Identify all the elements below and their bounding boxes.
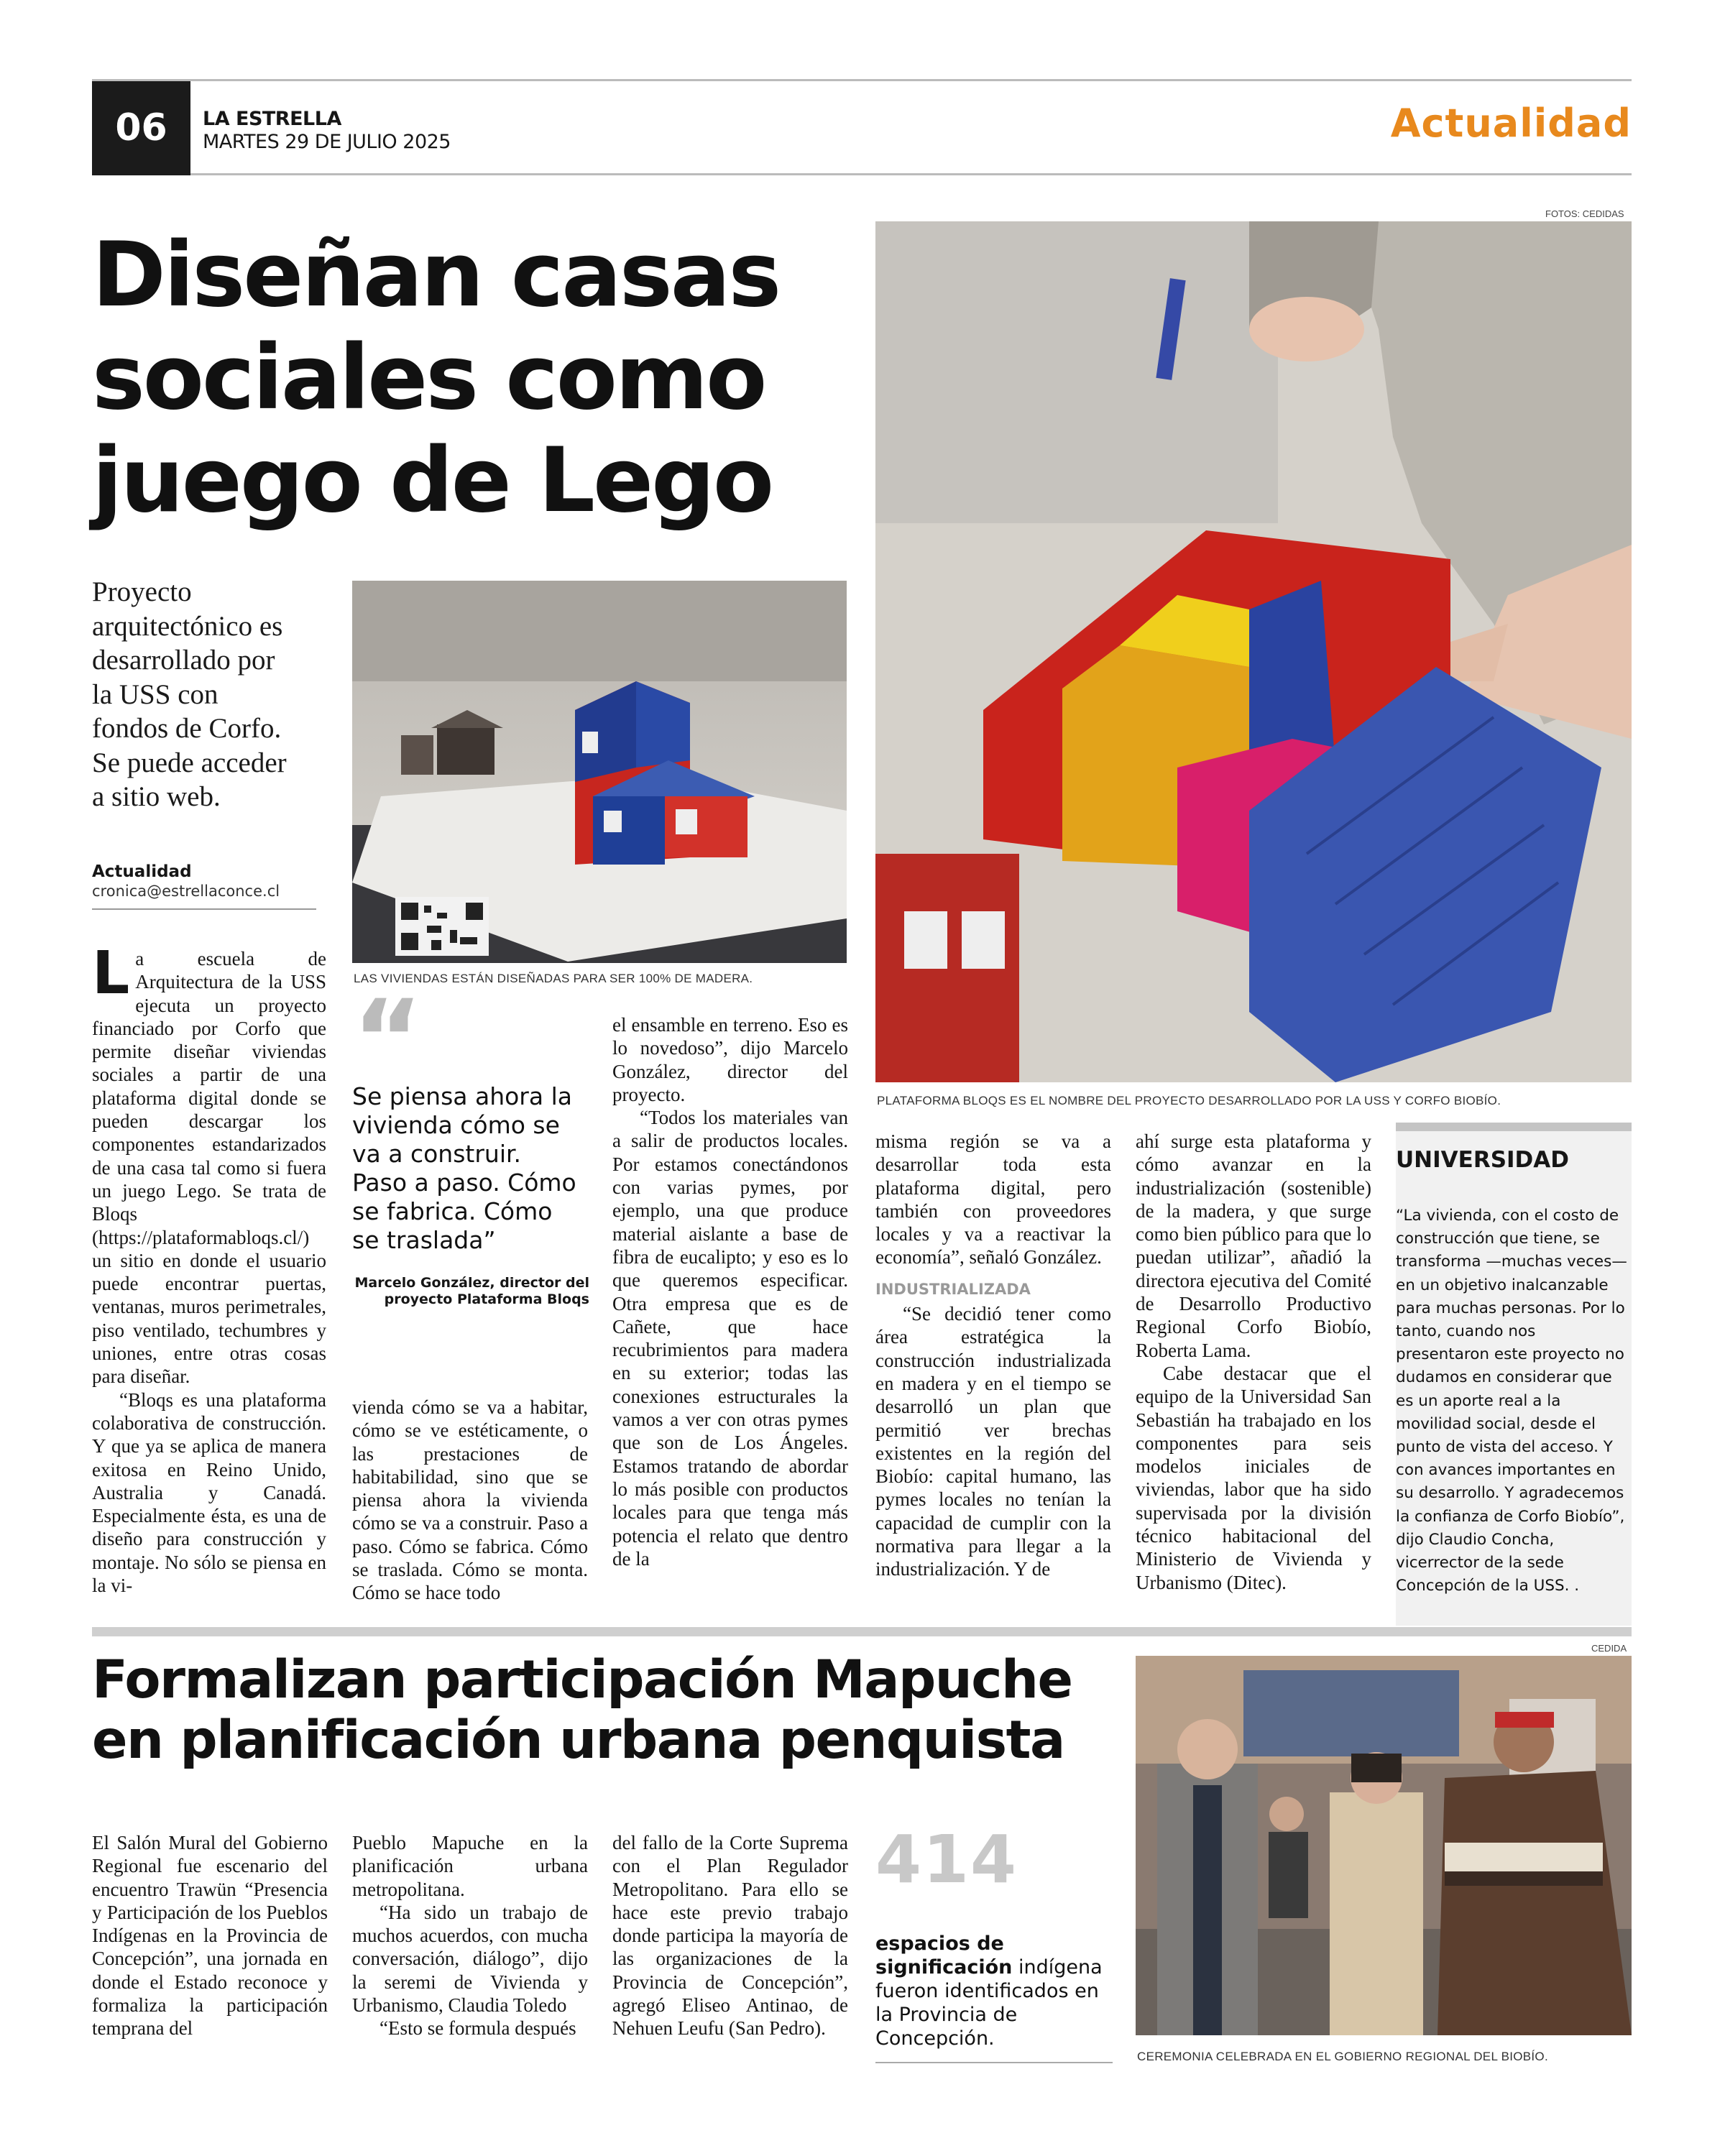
ceremony-illustration xyxy=(1136,1656,1632,2035)
article1-column-2 xyxy=(352,1396,588,1605)
deck-line: fondos de Corfo. xyxy=(92,713,282,744)
body-paragraph: del fallo de la Corte Suprema con el Plan Regulador Metropolitano. Para ello se hace este previo trabajo donde participa la mayoría de las organizaciones de la Provincia de Concepción”, agregó Eliseo Antinao, de Nehuen Leufu (San Pedro). xyxy=(612,1832,848,2040)
article2-column-3 xyxy=(612,1831,848,2040)
article1-column-5 xyxy=(1136,1130,1371,1594)
deck-line: Proyecto xyxy=(92,576,192,607)
quote-mark: “ xyxy=(352,977,423,1102)
pull-quote-line: Paso a paso. Cómo xyxy=(352,1169,576,1197)
body-paragraph: el ensamble en terreno. Eso es lo novedoso”, dijo Marcelo González, director del proyecto. xyxy=(612,1014,848,1105)
model-house-illustration xyxy=(352,581,847,963)
headline-line-1: Formalizan participación Mapuche xyxy=(92,1649,1072,1710)
photo-ceremony xyxy=(1136,1656,1632,2035)
page-header xyxy=(92,79,1632,175)
article-divider xyxy=(92,1627,1632,1636)
attribution-line: Marcelo González, director del xyxy=(354,1275,589,1291)
pull-quote-line: se traslada” xyxy=(352,1226,496,1254)
byline-section: Actualidad xyxy=(92,862,192,881)
stat-box xyxy=(875,1821,1113,2063)
body-paragraph: El Salón Mural del Gobierno Regional fue escenario del encuentro Trawün “Presencia y Participación de los Pueblos Indígenas en la Provincia de Concepción”, una jornada en donde el Estado reconoce y formaliza la participación temprana del xyxy=(92,1832,328,2040)
subhead: INDUSTRIALIZADA xyxy=(875,1280,1031,1298)
photo-credit-2: CEDIDA xyxy=(1591,1643,1627,1654)
headline-line-2: en planificación urbana penquista xyxy=(92,1710,1064,1771)
header-rule xyxy=(190,173,1632,175)
headline-line-3: juego de Lego xyxy=(92,429,773,533)
article1-deck xyxy=(92,575,336,814)
sidebar-box xyxy=(1396,1123,1632,1626)
article1-byline xyxy=(92,862,316,910)
stat-number: 414 xyxy=(875,1821,1018,1898)
page-number: 06 xyxy=(115,106,167,149)
stat-bold: espacios de significación xyxy=(875,1932,1013,1978)
stat-text: indígena fueron identificados en la Provincia de Concepción. xyxy=(875,1956,1103,2050)
headline-line-1: Diseñan casas xyxy=(92,224,780,327)
article2-column-1 xyxy=(92,1831,328,2040)
paper-name: LA ESTRELLA xyxy=(203,108,341,130)
photo-model-house xyxy=(352,581,847,963)
body-paragraph: “Todos los materiales van a salir de productos locales. Por estamos conectándonos con varias pymes, por ejemplo, una que produce material aislante a base de fibra de eucalipto; y eso es lo que queremos especificar. Otra empresa que es de Cañete, que hace recubrimientos para madera en su exterior; todas las conexiones estructurales la vamos a ver con otras pymes que son de Los Ángeles. Estamos tratando de abordar lo más posible con productos locales para que tenga más potencia el relato que dentro de la xyxy=(612,1107,848,1570)
sidebar-title: UNIVERSIDAD xyxy=(1396,1147,1570,1173)
stat-description xyxy=(875,1932,1113,2050)
top-rule xyxy=(92,79,1632,81)
deck-line: a sitio web. xyxy=(92,781,221,812)
issue-date: MARTES 29 DE JULIO 2025 xyxy=(203,131,451,153)
body-paragraph: “Esto se formula después xyxy=(380,2017,576,2040)
stat-rule xyxy=(875,2062,1113,2063)
pull-quote xyxy=(352,977,589,1308)
body-paragraph: ahí surge esta plataforma y cómo avanzar en la industrialización (sostenible) de la madera, y que surge como bien público para que lo puedan utilizar”, añadió la directora ejecutiva del Comité de Desarrollo Productivo Regional Corfo Biobío, Roberta Lama. xyxy=(1136,1130,1371,1361)
pull-quote-line: Se piensa ahora la xyxy=(352,1082,572,1110)
byline-rule xyxy=(92,908,316,910)
photo-hands-blocks xyxy=(875,221,1632,1082)
photo3-caption: CEREMONIA CELEBRADA EN EL GOBIERNO REGIONAL DEL BIOBÍO. xyxy=(1137,2050,1548,2063)
deck-line: arquitectónico es xyxy=(92,610,283,642)
article1-column-1 xyxy=(92,939,326,1597)
pull-quote-attribution xyxy=(352,1275,589,1308)
deck-line: desarrollado por xyxy=(92,645,275,676)
body-paragraph: “Se decidió tener como área estratégica la construcción industrializada en madera y en el tiempo se desarrolló un plan que permitió ver brechas existentes en la región del Biobío: capital humano, las pymes locales no tenían la capacidad de cumplir con la normativa para llegar a la industrialización. Y de xyxy=(875,1303,1111,1580)
headline-line-2: sociales como xyxy=(92,326,765,430)
deck-line: la USS con xyxy=(92,678,218,710)
attribution-line: proyecto Plataforma Bloqs xyxy=(384,1291,589,1307)
hands-blocks-illustration xyxy=(875,221,1632,1082)
article2-column-2 xyxy=(352,1831,588,2040)
pull-quote-line: vivienda cómo se xyxy=(352,1111,560,1139)
body-paragraph: misma región se va a desarrollar toda esta plataforma digital, pero también con proveedores locales y va a reactivar la economía”, señaló González. xyxy=(875,1130,1111,1268)
sidebar-top-rule xyxy=(1396,1123,1632,1131)
pull-quote-line: va a construir. xyxy=(352,1140,522,1168)
sidebar-text: “La vivienda, con el costo de construcción que tiene, se transforma —muchas veces— en un objetivo inalcanzable para muchas personas. Por lo tanto, cuando nos presentaron este proyecto no dudamos en considerar que es un aporte real a la movilidad social, desde el punto de vista del acceso. Y con avances importantes en su desarrollo. Y agradecemos la confianza de Corfo Biobío”, dijo Claudio Concha, vicerrector de la sede Concepción de la USS. . xyxy=(1396,1207,1627,1595)
article1-column-4 xyxy=(875,1130,1111,1581)
article1-headline xyxy=(92,224,854,533)
photo-credit: FOTOS: CEDIDAS xyxy=(1545,208,1624,219)
page-number-box xyxy=(92,81,190,175)
pull-quote-text xyxy=(352,1082,589,1255)
body-paragraph: “Ha sido un trabajo de muchos acuerdos, con mucha conversación, diálogo”, dijo la seremi de Vivienda y Urbanismo, Claudia Toledo xyxy=(352,1901,588,2017)
body-paragraph: vienda cómo se va a habitar, cómo se ve estéticamente, o las prestaciones de habitabilidad, sino que se piensa ahora la vivienda cómo se va a construir. Paso a paso. Cómo se fabrica. Cómo se traslada. Cómo se monta. Cómo se hace todo xyxy=(352,1396,588,1604)
drop-cap: L xyxy=(92,939,130,1008)
article2-headline xyxy=(92,1650,1127,1771)
body-paragraph: Cabe destacar que el equipo de la Universidad San Sebastián ha trabajado en los componentes para seis modelos iniciales de viviendas, labor que ha sido supervisada por la división técnico habitacional del Ministerio de Vivienda y Urbanismo (Ditec). xyxy=(1136,1362,1371,1593)
byline-email: cronica@estrellaconce.cl xyxy=(92,883,280,900)
section-label: Actualidad xyxy=(1390,101,1632,146)
body-paragraph: “Bloqs es una plataforma colaborativa de construcción. Y que ya se aplica de manera exitosa en Reino Unido, Australia y Canadá. Especialmente ésta, es una de diseño para construcción y montaje. No sólo se piensa en la vi- xyxy=(92,1388,326,1597)
deck-line: Se puede acceder xyxy=(92,747,287,778)
body-paragraph: Pueblo Mapuche en la planificación urbana metropolitana. xyxy=(352,1832,588,1900)
photo2-caption: PLATAFORMA BLOQS ES EL NOMBRE DEL PROYECTO DESARROLLADO POR LA USS Y CORFO BIOBÍO. xyxy=(877,1094,1501,1107)
body-paragraph: a escuela de Arquitectura de la USS ejecuta un proyecto financiado por Corfo que permite diseñar viviendas sociales a partir de una plataforma digital donde se pueden descargar los componentes estandarizados de una casa tal como si fuera un juego Lego. Se trata de Bloqs (https://plataformabloqs.cl/) un sitio en donde el usuario puede encontrar puertas, ventanas, muros perimetrales, piso ventilado, techumbres y uniones, entre otras cosas para diseñar. xyxy=(92,948,326,1388)
article1-column-3 xyxy=(612,1013,848,1570)
photo1-caption: LAS VIVIENDAS ESTÁN DISEÑADAS PARA SER 100% DE MADERA. xyxy=(354,972,753,985)
pull-quote-line: se fabrica. Cómo xyxy=(352,1197,553,1225)
